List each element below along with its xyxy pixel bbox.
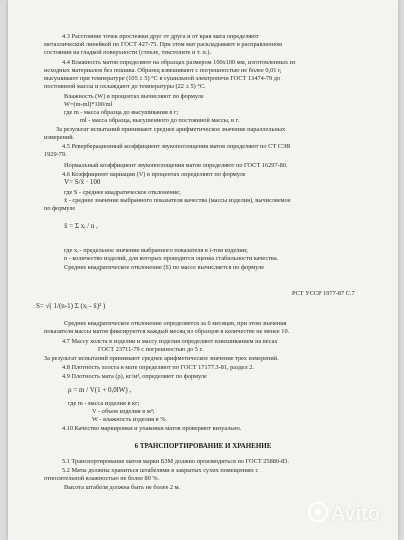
text-line: где m - масса образца до высушивания в г; (64, 109, 179, 116)
text-line: 4.3 Расстояние точек простежки друг от друга и от края мата определяют (62, 33, 259, 40)
text-line: по формуле (44, 205, 76, 212)
text-line: Высота штабеля должна быть не более 2 м. (64, 484, 181, 491)
text-line: x̄ - среднее значение выбранного показателя качества (массы изделия), вычисляемое (64, 197, 291, 204)
text-line: измерений. (44, 134, 75, 141)
text-line: V - объем изделия в м³; (92, 408, 155, 415)
formula-mean: x̄ = Σ xᵢ / n , (64, 222, 98, 230)
text-line: постоянной массы и охлаждают до температуры (22 ± 5) °С. (44, 83, 206, 90)
text-line: относительной влажностью не более 80 %. (44, 475, 160, 482)
text-line: n - количество изделий, для которых проводится оценка стабильности качества. (64, 255, 279, 262)
text-line: состоянии на гладкой поверхности (стекле, текстолите и т. п.). (44, 49, 212, 56)
formula-v: V= S/x̄ · 100 (64, 178, 101, 186)
formula-rho: ρ = m / V(1 + 0,0lW) , (68, 386, 132, 394)
text-line: За результат испытаний принимают среднее арифметическое значение трех измерений. (44, 355, 279, 362)
text-line: ГОСТ 23711-79 с погрешностью до 5 г. (98, 346, 203, 353)
section-heading: 6 ТРАНСПОРТИРОВАНИЕ И ХРАНЕНИЕ (134, 442, 272, 450)
text-line: 4.8 Плотность холста в мате определяют по ГОСТ 17177.3-81, раздел 2. (62, 364, 254, 371)
text-line: исходных материалов без пошива. Образец взвешивают с погрешностью не более 0,01 г, (44, 67, 282, 74)
text-line: 4.10 Качество маркировки и упаковки матов проверяют визуально. (62, 425, 242, 432)
text-line: Влажность (W) в процентах вычисляют по формуле (64, 93, 204, 100)
text-line: 4.5 Реверберационный коэффициент звукопоглощения матов определяют по СТ СЭВ (62, 143, 291, 150)
text-line: Нормальный коэффициент звукопоглощения матов определяют по ГОСТ 16297-80. (64, 162, 288, 169)
text-line: металлической линейкой по ГОСТ 427-75. При этом мат раскладывают в расправленном (44, 41, 283, 48)
text-line: 4.4 Влажность матов определяют на образцах размером 100х100 мм, изготовленных из (62, 59, 296, 66)
text-line: показателя массы матов фиксируются каждый месяц из образцов в количестве не менее 10. (44, 328, 290, 335)
text-line: Среднее квадратическое отклонение определяется за 6 месяцев, при этом значения (64, 320, 287, 327)
avito-watermark: Avito (308, 502, 380, 526)
text-line: За результат испытаний принимают среднее арифметическое значение параллельных (56, 126, 286, 133)
text-line: 5.1 Транспортирование матов марки БЗМ должно производиться по ГОСТ 25880-83. (62, 458, 289, 465)
text-line: где S - среднее квадратическое отклонение; (64, 189, 181, 196)
text-line: Среднее квадратическое отклонение (S) по массе вычисляется по формуле (64, 264, 265, 271)
text-line: высушивают при температуре (105 ± 5) °С в сушильной электропечи ГОСТ 13474-79 до (44, 75, 281, 82)
formula-s: S= √( 1/(n-1) Σ (xᵢ - x̄)² ) (36, 302, 106, 310)
text-line: где xᵢ - предельное значение выбранного показателя в i-том изделии; (64, 247, 248, 254)
text-line: W - влажность изделия в %. (92, 416, 168, 423)
formula-text: W=(m-ml)*100/ml (64, 101, 113, 108)
text-line: 5.2 Маты должны храниться штабелями в закрытых сухих помещениях с (62, 467, 259, 474)
text-line: 4.7 Массу холста в изделии и массу изделия определяют взвешиванием на весах (62, 338, 278, 345)
text-line: ml - масса образца, высушенного до постоянной массы, в г. (80, 117, 240, 124)
text-line: 4.6 Коэффициент вариации (V) в процентах определяют по формуле (62, 171, 246, 178)
avito-logo-icon (308, 502, 328, 522)
text-line: 4.9 Плотность мата (ρ), кг/м³, определяют по формуле (62, 373, 207, 380)
text-line: где m - масса изделия в кг; (68, 400, 140, 407)
text-line: 1929-79. (44, 151, 67, 158)
page-header: РСТ УССР 1977-87 С.7 (292, 290, 355, 297)
document-page (8, 0, 398, 540)
